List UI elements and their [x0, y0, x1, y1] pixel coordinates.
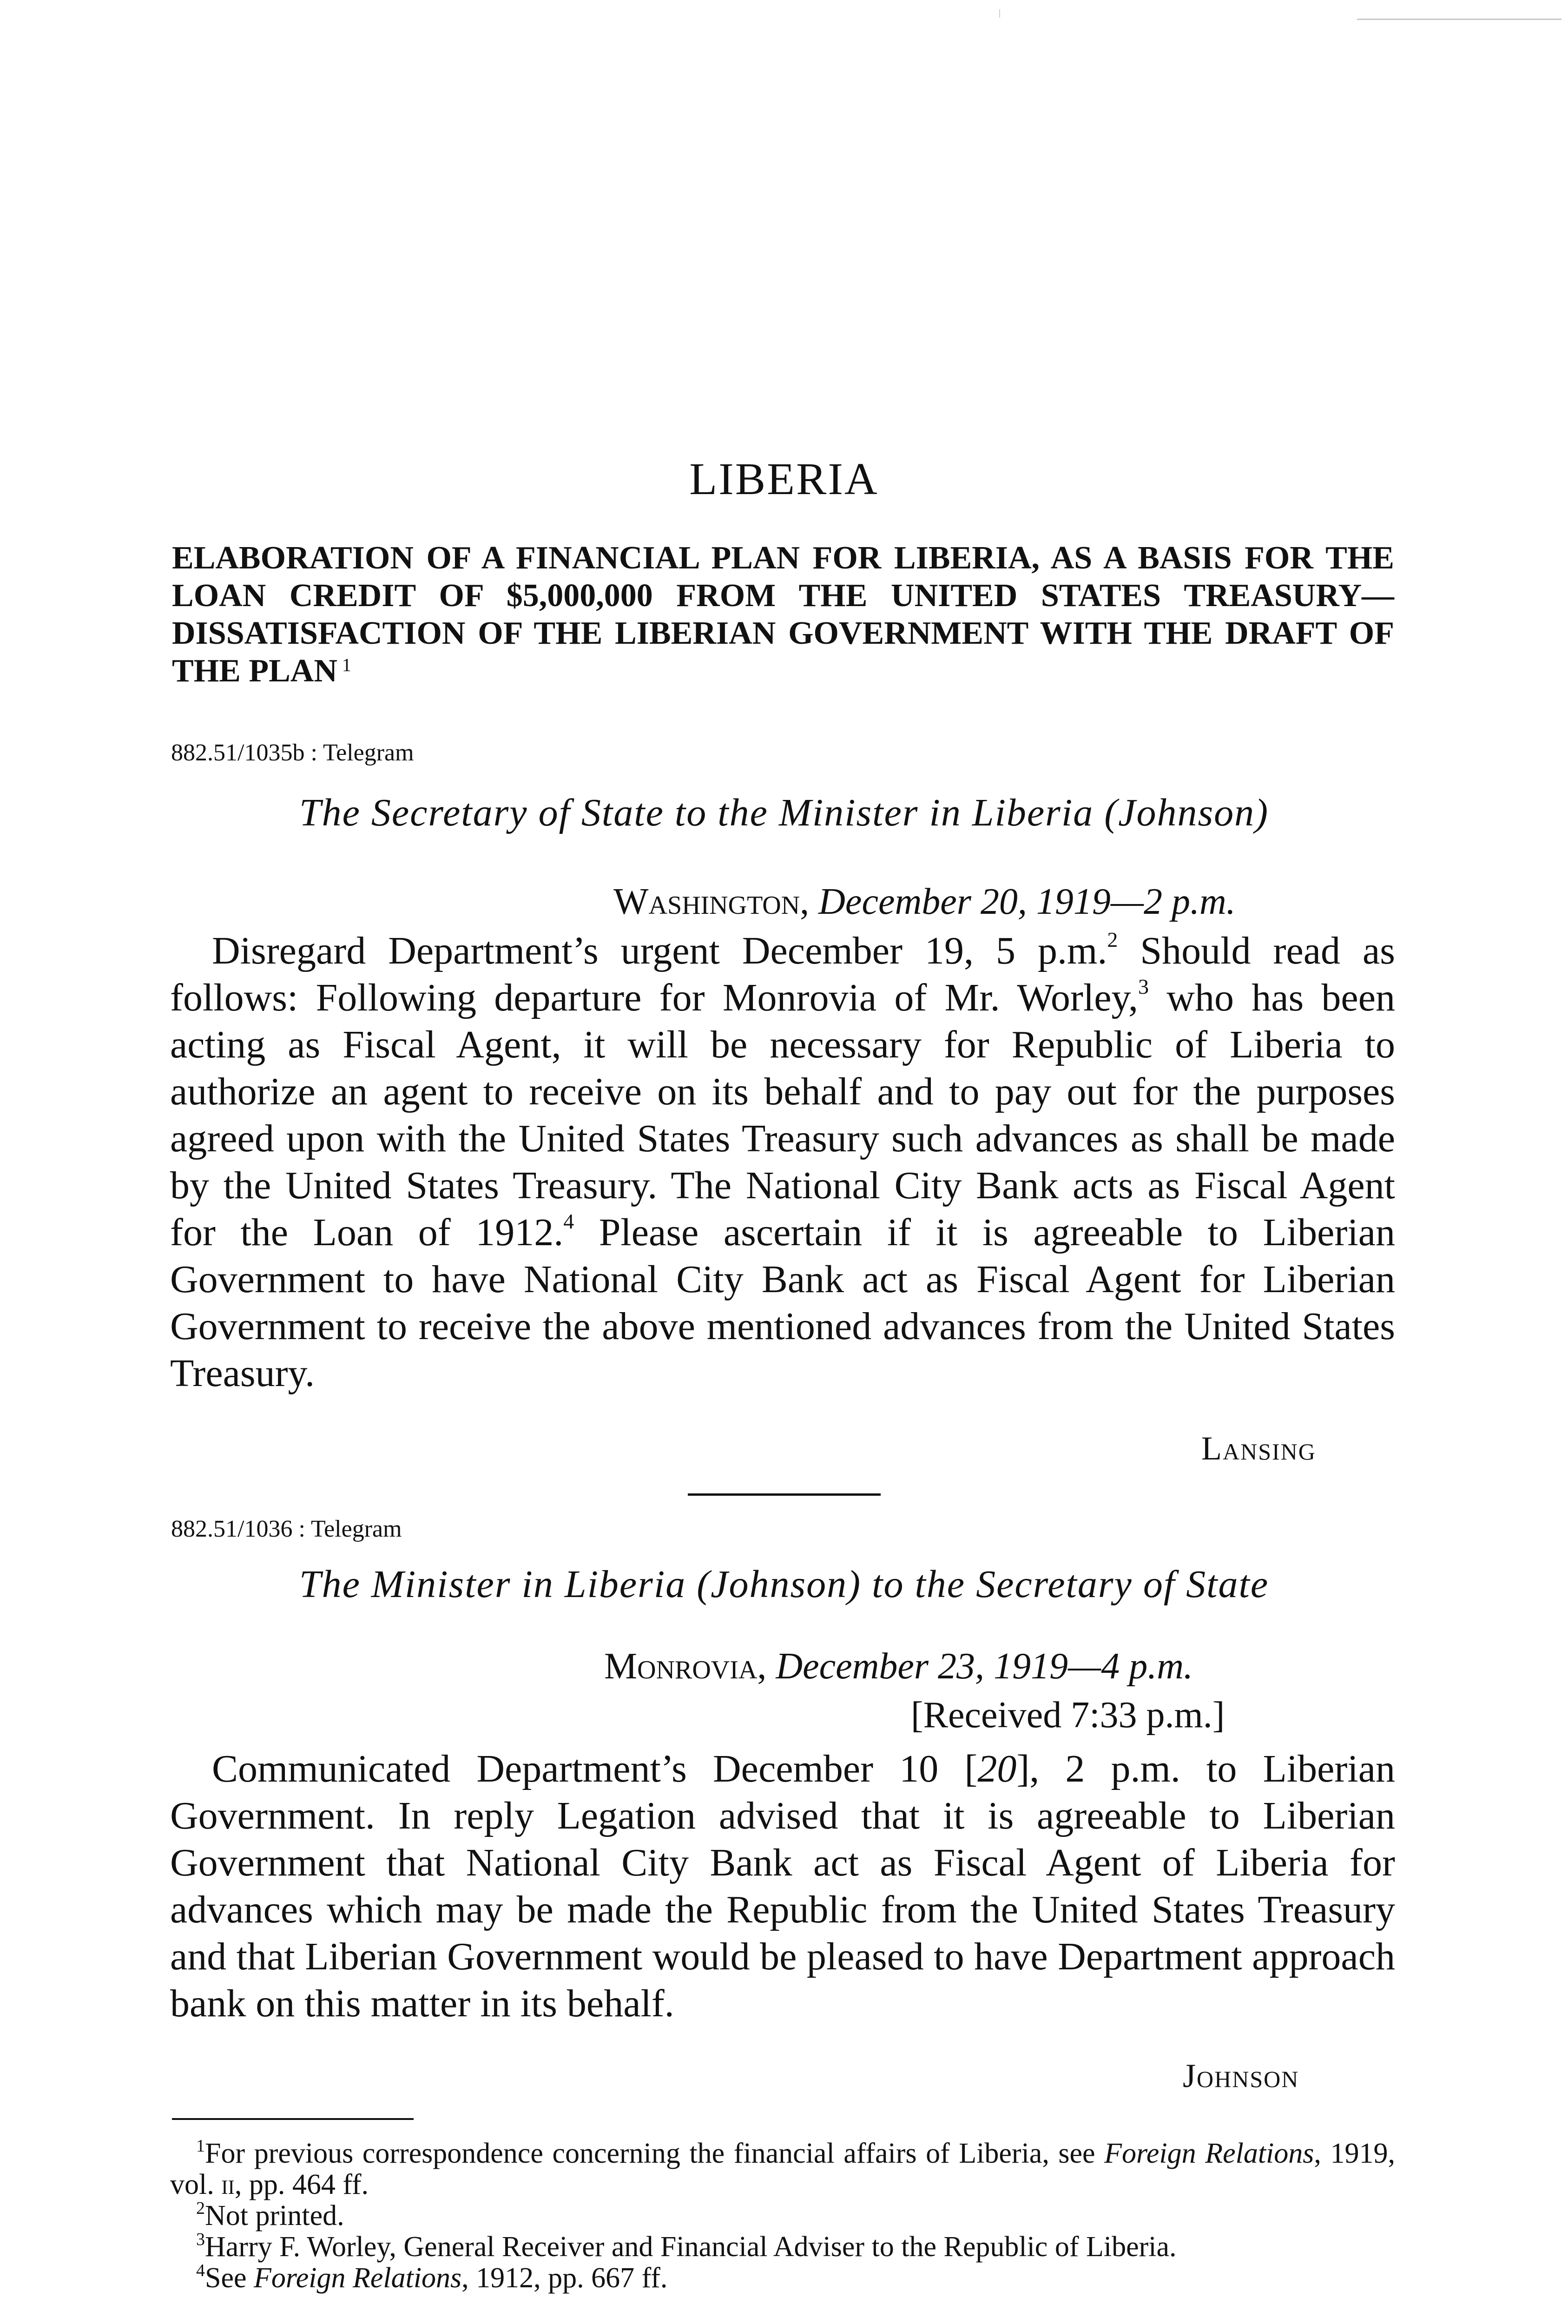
footnotes	[170, 2138, 1395, 2294]
footnote-mark: 3	[196, 2230, 205, 2249]
signature: Lansing	[1201, 1430, 1316, 1467]
telegram-body: Disregard Department’s urgent December 19, 5 p.m.$^2$ Should read as follows: Following departure for Monrovia of Mr. Worley,$^3$ who has been acting as Fiscal Agent, it will be necessary for Republic of Liberia to authorize an agent to receive on its behalf and to pay out for the purposes agreed upon with the United States Treasury such advances as shall be made by the United States Treasury. The National City Bank acts as Fiscal Agent for the Loan of 1912.$^4$ Please ascertain if it is agreeable to Liberian Government to have National City Bank act as Fiscal Agent for Liberian Government to receive the above mentioned advances from the United States Treasury.	[170, 928, 1395, 1395]
footnote-rule	[172, 2118, 414, 2120]
footnote: $^1$For previous correspondence concerning the financial affairs of Liberia, see Foreign Relations, 1919, vol. ii, pp. 464 ff.	[170, 2136, 1395, 2200]
footnote-mark: 1	[196, 2136, 205, 2156]
date-correction: 20	[977, 1747, 1017, 1790]
footnote-mark: 2	[196, 2199, 205, 2218]
date: December 20, 1919—2 p.m.	[818, 881, 1236, 922]
file-reference: 882.51/1035b : Telegram	[171, 739, 414, 766]
telegram-body: Communicated Department’s December 10 [20], 2 p.m. to Liberian Government. In reply Legation advised that it is agreeable to Liberian Government that National City Bank act as Fiscal Agent of Liberia for advances which may be made the Republic from the United States Treasury and that Liberian Government would be pleased to have Department approach bank on this matter in its behalf.	[170, 1747, 1395, 2025]
footnote: $^4$See Foreign Relations, 1912, pp. 667 ff.	[196, 2261, 668, 2294]
place: Monrovia,	[604, 1646, 767, 1687]
footnote-ref[interactable]: 3	[1138, 975, 1149, 998]
dateline	[613, 881, 1236, 923]
footnote: $^3$Harry F. Worley, General Receiver and Financial Adviser to the Republic of Liberia.	[196, 2230, 1177, 2263]
page-title: LIBERIA	[689, 454, 879, 504]
dateline	[604, 1645, 1193, 1688]
scan-artifact	[1357, 19, 1561, 20]
signature: Johnson	[1183, 2057, 1299, 2094]
file-reference: 882.51/1036 : Telegram	[171, 1516, 402, 1542]
place: Washington,	[613, 881, 810, 922]
document-title: The Minister in Liberia (Johnson) to the Secretary of State	[299, 1563, 1269, 1606]
footnote: $^2$Not printed.	[196, 2199, 344, 2232]
date: December 23, 1919—4 p.m.	[776, 1646, 1193, 1687]
footnote-ref[interactable]: 1	[342, 654, 351, 675]
footnote-mark: 4	[196, 2261, 205, 2280]
footnote-ref[interactable]: 4	[563, 1209, 574, 1233]
section-heading: ELABORATION OF A FINANCIAL PLAN FOR LIBERIA, AS A BASIS FOR THE LOAN CREDIT OF $5,000,000 FROM THE UNITED STATES TREASURY—DISSATISFACTION OF THE LIBERIAN GOVERNMENT WITH THE DRAFT OF THE PLAN $^1$	[172, 540, 1394, 689]
footnote-ref[interactable]: 2	[1107, 928, 1118, 951]
section-divider	[688, 1493, 881, 1496]
received-time: [Received 7:33 p.m.]	[911, 1695, 1225, 1736]
scan-artifact	[999, 9, 1000, 18]
document-title: The Secretary of State to the Minister in Liberia (Johnson)	[299, 791, 1269, 834]
